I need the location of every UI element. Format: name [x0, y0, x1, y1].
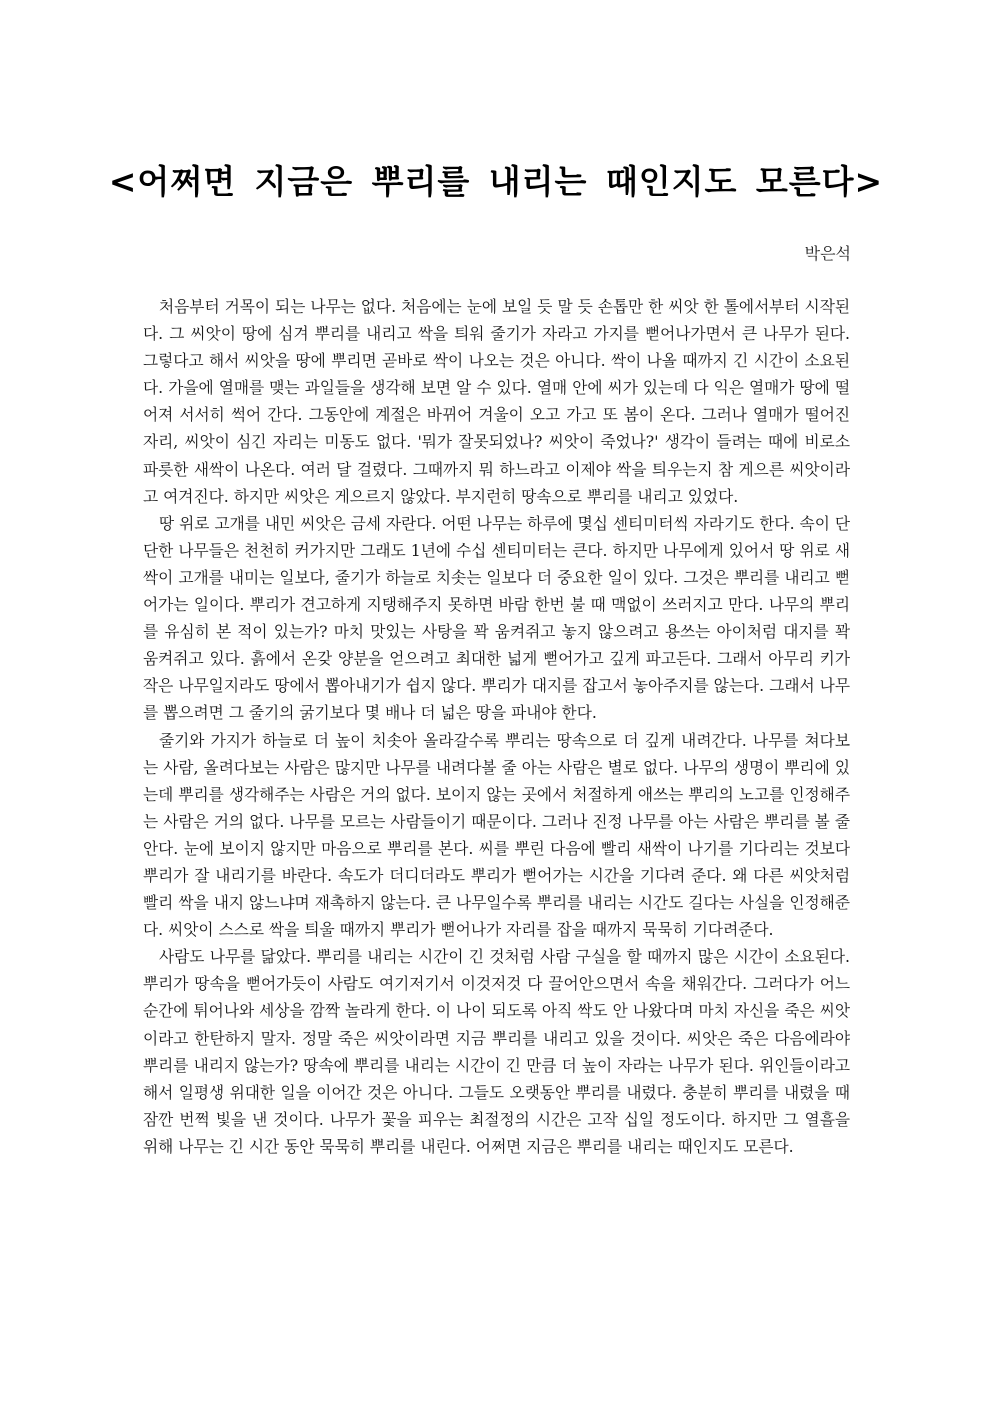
paragraph: 줄기와 가지가 하늘로 더 높이 치솟아 올라갈수록 뿌리는 땅속으로 더 깊게 내려간다. 나무를 쳐다보는 사람, 올려다보는 사람은 많지만 나무를 내려다볼 줄 아는 사람은 별로 없다. 나무의 생명이 뿌리에 있는데 뿌리를 생각해주는 사람은 거의 없다. 보이지 않는 곳에서 처절하게 애쓰는 뿌리의 노고를 인정해주는 사람은 거의 없다. 나무를 모르는 사람들이기 때문이다. 그러나 진정 나무를 아는 사람은 뿌리를 볼 줄 안다. 눈에 보이지 않지만 마음으로 뿌리를 본다. 씨를 뿌린 다음에 빨리 새싹이 나기를 기다리는 것보다 뿌리가 잘 내리기를 바란다. 속도가 더디더라도 뿌리가 뻗어가는 시간을 기다려 준다. 왜 다른 씨앗처럼 빨리 싹을 내지 않느냐며 재촉하지 않는다. 큰 나무일수록 뿌리를 내리는 시간도 길다는 사실을 인정해준다. 씨앗이 스스로 싹을 틔울 때까지 뿌리가 뻗어나가 자리를 잡을 때까지 묵묵히 기다려준다.: [143, 730, 850, 940]
body-text: [143, 293, 850, 1160]
document-title: <어쩌면 지금은 뿌리를 내리는 때인지도 모른다>: [108, 162, 884, 201]
author-name: 박은석: [804, 244, 851, 263]
paragraph: 처음부터 거목이 되는 나무는 없다. 처음에는 눈에 보일 듯 말 듯 손톱만 한 씨앗 한 톨에서부터 시작된다. 그 씨앗이 땅에 심겨 뿌리를 내리고 싹을 틔워 줄기가 자라고 가지를 뻗어나가면서 큰 나무가 된다. 그렇다고 해서 씨앗을 땅에 뿌리면 곧바로 싹이 나오는 것은 아니다. 싹이 나올 때까지 긴 시간이 소요된다. 가을에 열매를 맺는 과일들을 생각해 보면 알 수 있다. 열매 안에 씨가 있는데 다 익은 열매가 땅에 떨어져 서서히 썩어 간다. 그동안에 계절은 바뀌어 겨울이 오고 가고 또 봄이 온다. 그러나 열매가 떨어진 자리, 씨앗이 심긴 자리는 미동도 없다. '뭐가 잘못되었나? 씨앗이 죽었나?' 생각이 들려는 때에 비로소 파릇한 새싹이 나온다. 여러 달 걸렸다. 그때까지 뭐 하느라고 이제야 싹을 틔우는지 참 게으른 씨앗이라고 여겨진다. 하지만 씨앗은 게으르지 않았다. 부지런히 땅속으로 뿌리를 내리고 있었다.: [143, 297, 850, 506]
paragraph: 사람도 나무를 닮았다. 뿌리를 내리는 시간이 긴 것처럼 사람 구실을 할 때까지 많은 시간이 소요된다. 뿌리가 땅속을 뻗어가듯이 사람도 여기저기서 이것저것 다 끌어안으면서 속을 채워간다. 그러다가 어느 순간에 튀어나와 세상을 깜짝 놀라게 한다. 이 나이 되도록 아직 싹도 안 나왔다며 마치 자신을 죽은 씨앗이라고 한탄하지 말자. 정말 죽은 씨앗이라면 지금 뿌리를 내리고 있을 것이다. 씨앗은 죽은 다음에라야 뿌리를 내리지 않는가? 땅속에 뿌리를 내리는 시간이 긴 만큼 더 높이 자라는 나무가 된다. 위인들이라고 해서 일평생 위대한 일을 이어간 것은 아니다. 그들도 오랫동안 뿌리를 내렸다. 충분히 뿌리를 내렸을 때 잠깐 번쩍 빛을 낸 것이다. 나무가 꽃을 피우는 최절정의 시간은 고작 십일 정도이다. 하지만 그 열흘을 위해 나무는 긴 시간 동안 묵묵히 뿌리를 내린다. 어쩌면 지금은 뿌리를 내리는 때인지도 모른다.: [143, 947, 850, 1156]
paragraph: 땅 위로 고개를 내민 씨앗은 금세 자란다. 어떤 나무는 하루에 몇십 센티미터씩 자라기도 한다. 속이 단단한 나무들은 천천히 커가지만 그래도 1년에 수십 센티미터는 큰다. 하지만 나무에게 있어서 땅 위로 새싹이 고개를 내미는 일보다, 줄기가 하늘로 치솟는 일보다 더 중요한 일이 있다. 그것은 뿌리를 내리고 뻗어가는 일이다. 뿌리가 견고하게 지탱해주지 못하면 바람 한번 불 때 맥없이 쓰러지고 만다. 나무의 뿌리를 유심히 본 적이 있는가? 마치 맛있는 사탕을 꽉 움켜쥐고 놓지 않으려고 용쓰는 아이처럼 대지를 꽉 움켜쥐고 있다. 흙에서 온갖 양분을 얻으려고 최대한 넓게 뻗어가고 깊게 파고든다. 그래서 아무리 키가 작은 나무일지라도 땅에서 뽑아내기가 쉽지 않다. 뿌리가 대지를 잡고서 놓아주지를 않는다. 그래서 나무를 뽑으려면 그 줄기의 굵기보다 몇 배나 더 넓은 땅을 파내야 한다.: [143, 513, 850, 723]
